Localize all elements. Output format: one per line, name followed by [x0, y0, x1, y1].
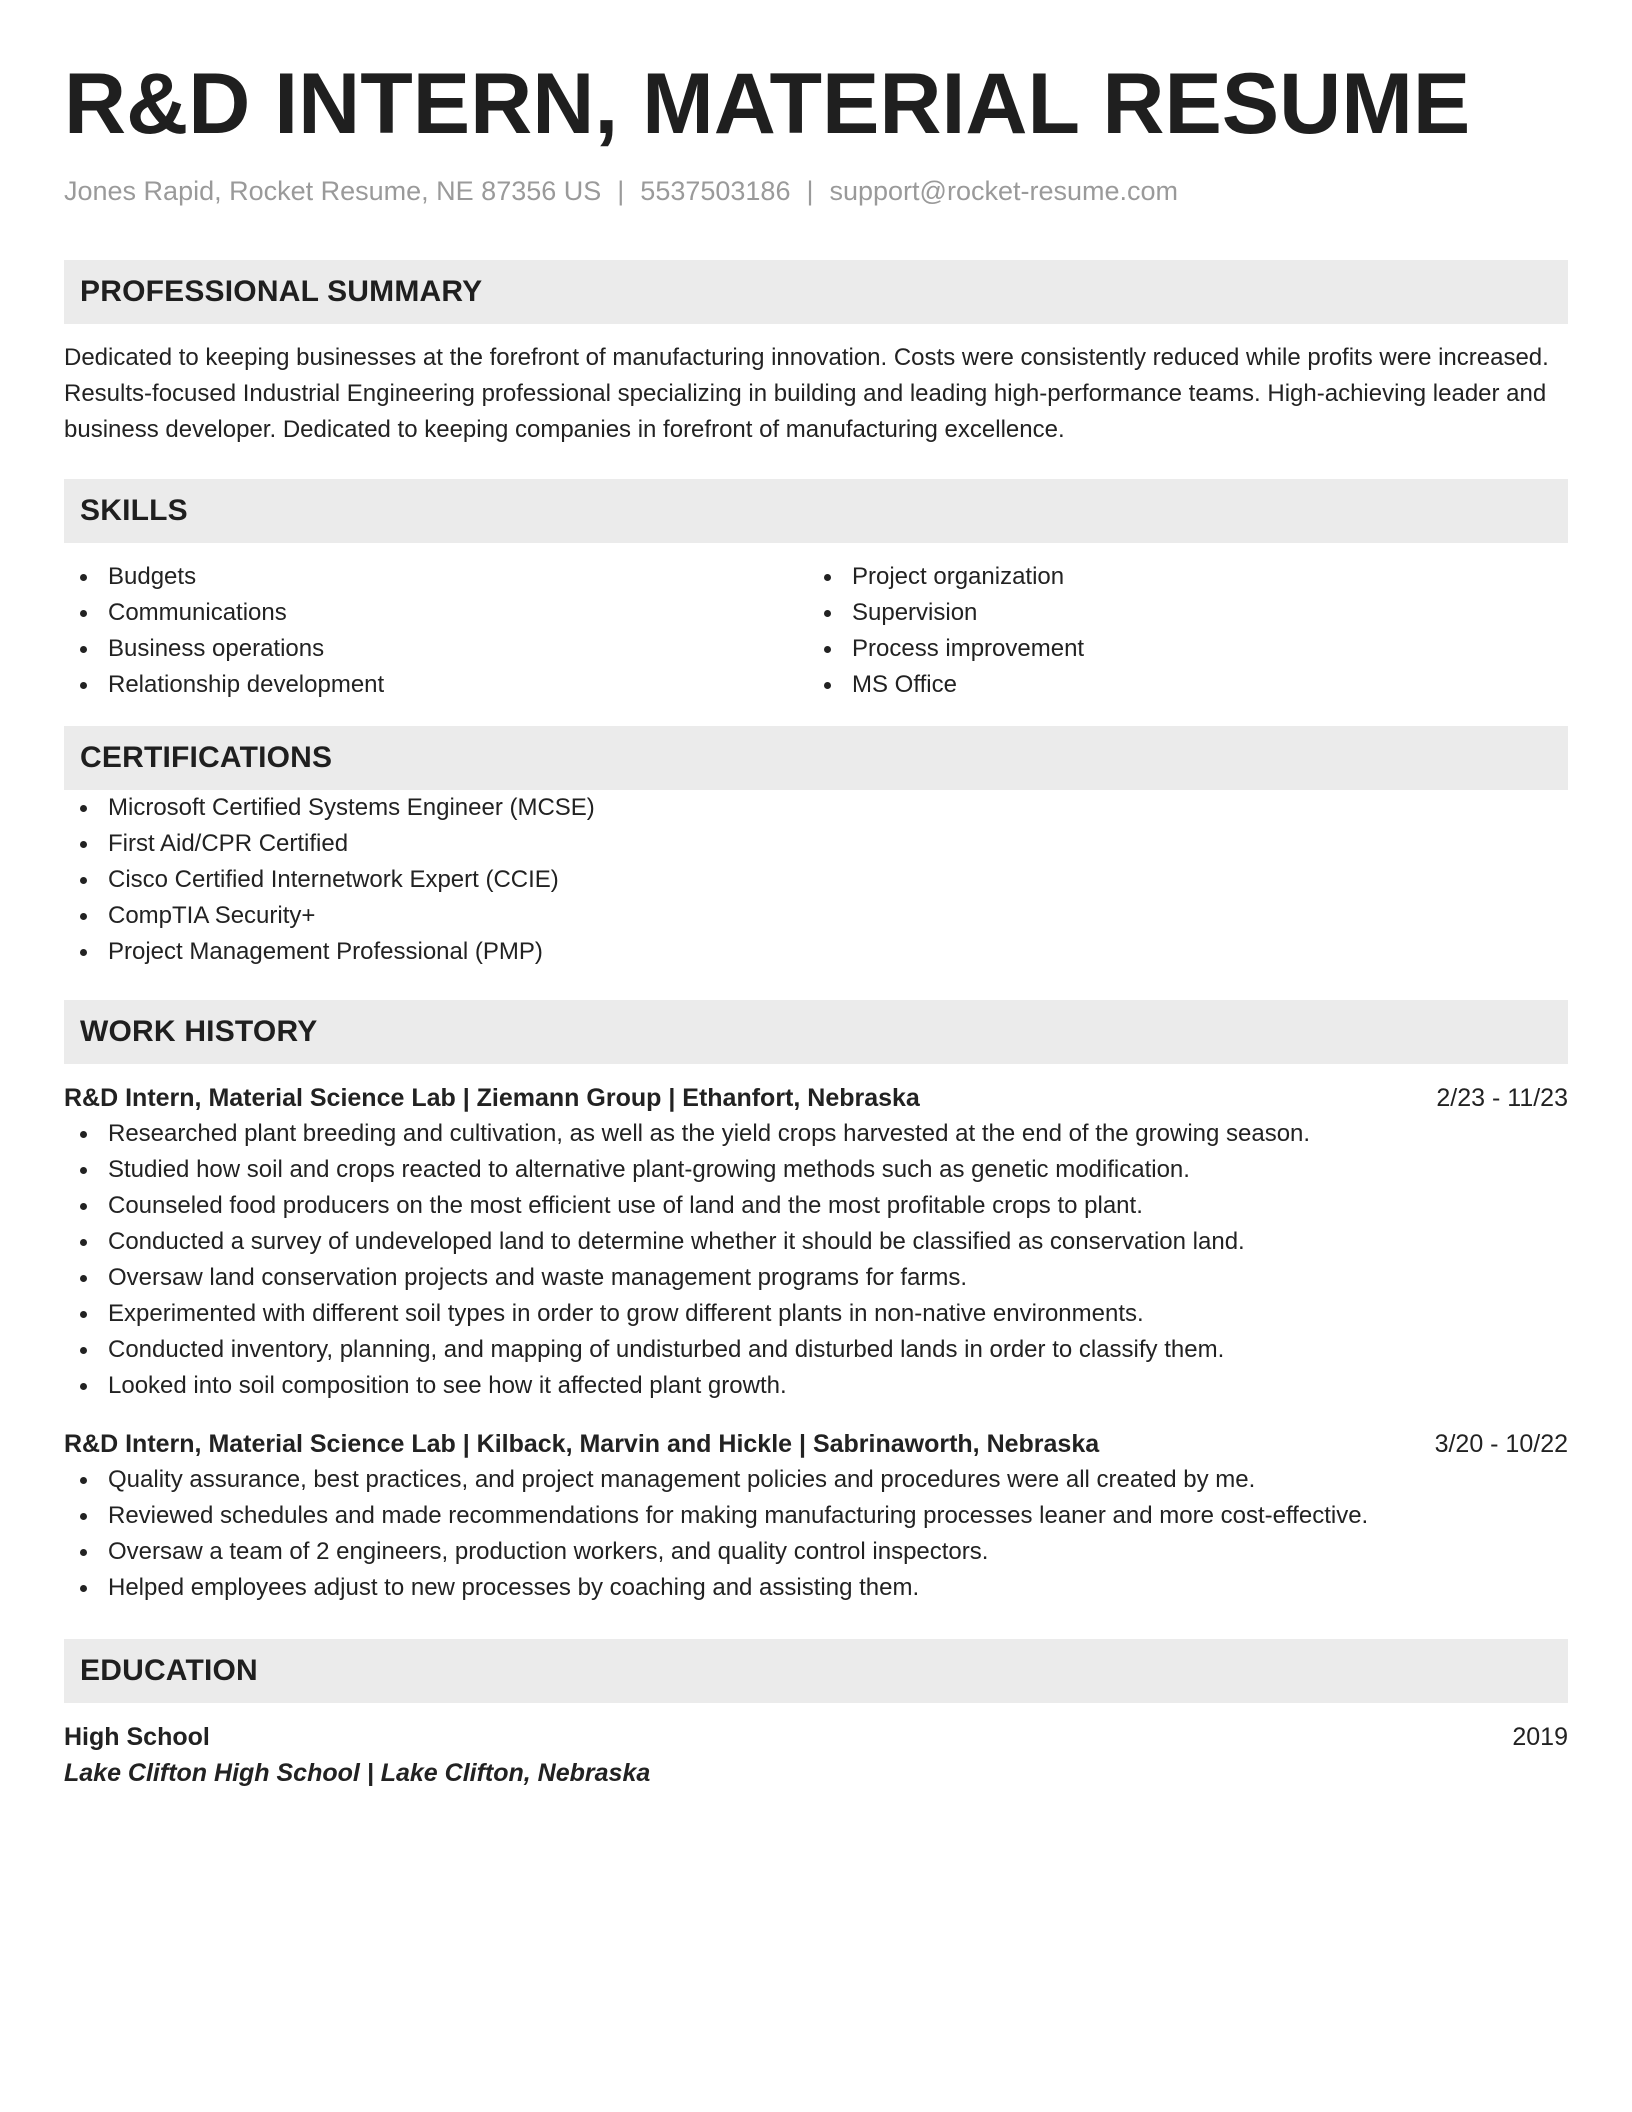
job-title: R&D Intern, Material Science Lab | Kilback, Marvin and Hickle | Sabrinaworth, Nebraska: [64, 1430, 1100, 1458]
job-heading-row: [64, 1080, 1568, 1116]
certification-item: Project Management Professional (PMP): [64, 934, 1568, 970]
contact-separator: |: [806, 176, 814, 206]
skill-item: Project organization: [808, 559, 1552, 595]
job-bullet: Experimented with different soil types in order to grow different plants in non-native environments.: [64, 1296, 1568, 1332]
skill-item: Budgets: [64, 559, 808, 595]
job-bullets: [64, 1462, 1568, 1606]
contact-email: support@rocket-resume.com: [829, 176, 1179, 206]
skill-item: Process improvement: [808, 631, 1552, 667]
section-header-certifications: CERTIFICATIONS: [64, 726, 1568, 790]
section-header-summary: PROFESSIONAL SUMMARY: [64, 260, 1568, 324]
job-bullet: Counseled food producers on the most efficient use of land and the most profitable crops to plant.: [64, 1188, 1568, 1224]
job-dates: 2/23 - 11/23: [1436, 1084, 1568, 1112]
job-bullet: Helped employees adjust to new processes by coaching and assisting them.: [64, 1570, 1568, 1606]
contact-phone: 5537503186: [640, 176, 791, 206]
job-bullet: Researched plant breeding and cultivation, as well as the yield crops harvested at the end of the growing season.: [64, 1116, 1568, 1152]
certifications-list: [64, 790, 1568, 970]
job-heading-row: [64, 1426, 1568, 1462]
job-bullet: Quality assurance, best practices, and project management policies and procedures were all created by me.: [64, 1462, 1568, 1498]
job-bullet: Conducted inventory, planning, and mapping of undisturbed and disturbed lands in order to classify them.: [64, 1332, 1568, 1368]
certification-item: CompTIA Security+: [64, 898, 1568, 934]
job-bullet: Conducted a survey of undeveloped land to determine whether it should be classified as conservation land.: [64, 1224, 1568, 1260]
resume-name: R&D INTERN, MATERIAL RESUME: [64, 56, 1471, 152]
education-degree: High School: [64, 1723, 210, 1751]
education-year: 2019: [1512, 1723, 1568, 1751]
contact-separator: |: [617, 176, 625, 206]
job-bullet: Reviewed schedules and made recommendations for making manufacturing processes leaner and more cost-effective.: [64, 1498, 1568, 1534]
skill-item: Business operations: [64, 631, 808, 667]
job-bullet: Looked into soil composition to see how it affected plant growth.: [64, 1368, 1568, 1404]
contact-line: [64, 174, 1568, 208]
job-bullet: Studied how soil and crops reacted to alternative plant-growing methods such as genetic modification.: [64, 1152, 1568, 1188]
skills-grid: [64, 559, 1568, 703]
skills-list-right: [808, 559, 1552, 703]
certification-item: Microsoft Certified Systems Engineer (MCSE): [64, 790, 1568, 826]
education-heading-row: [64, 1719, 1568, 1755]
skill-item: Supervision: [808, 595, 1552, 631]
job-bullet: Oversaw land conservation projects and waste management programs for farms.: [64, 1260, 1568, 1296]
section-header-work-history: WORK HISTORY: [64, 1000, 1568, 1064]
contact-address: Jones Rapid, Rocket Resume, NE 87356 US: [64, 176, 602, 206]
skill-item: Communications: [64, 595, 808, 631]
job-dates: 3/20 - 10/22: [1434, 1430, 1568, 1458]
skill-item: MS Office: [808, 667, 1552, 703]
certification-item: First Aid/CPR Certified: [64, 826, 1568, 862]
summary-text: Dedicated to keeping businesses at the forefront of manufacturing innovation. Costs were consistently reduced while profits were increased. Results-focused Industrial Engineering professional specializing in building and leading high-performance teams. High-achieving leader and business developer. Dedicated to keeping companies in forefront of manufacturing excellence.: [64, 344, 1549, 443]
certification-item: Cisco Certified Internetwork Expert (CCIE): [64, 862, 1568, 898]
section-header-education: EDUCATION: [64, 1639, 1568, 1703]
job-title: R&D Intern, Material Science Lab | Ziemann Group | Ethanfort, Nebraska: [64, 1084, 920, 1112]
job-bullets: [64, 1116, 1568, 1404]
education-entry: [64, 1719, 1568, 1791]
education-school: Lake Clifton High School | Lake Clifton, Nebraska: [64, 1759, 651, 1787]
skills-list-left: [64, 559, 808, 703]
skill-item: Relationship development: [64, 667, 808, 703]
job-bullet: Oversaw a team of 2 engineers, production workers, and quality control inspectors.: [64, 1534, 1568, 1570]
section-header-skills: SKILLS: [64, 479, 1568, 543]
